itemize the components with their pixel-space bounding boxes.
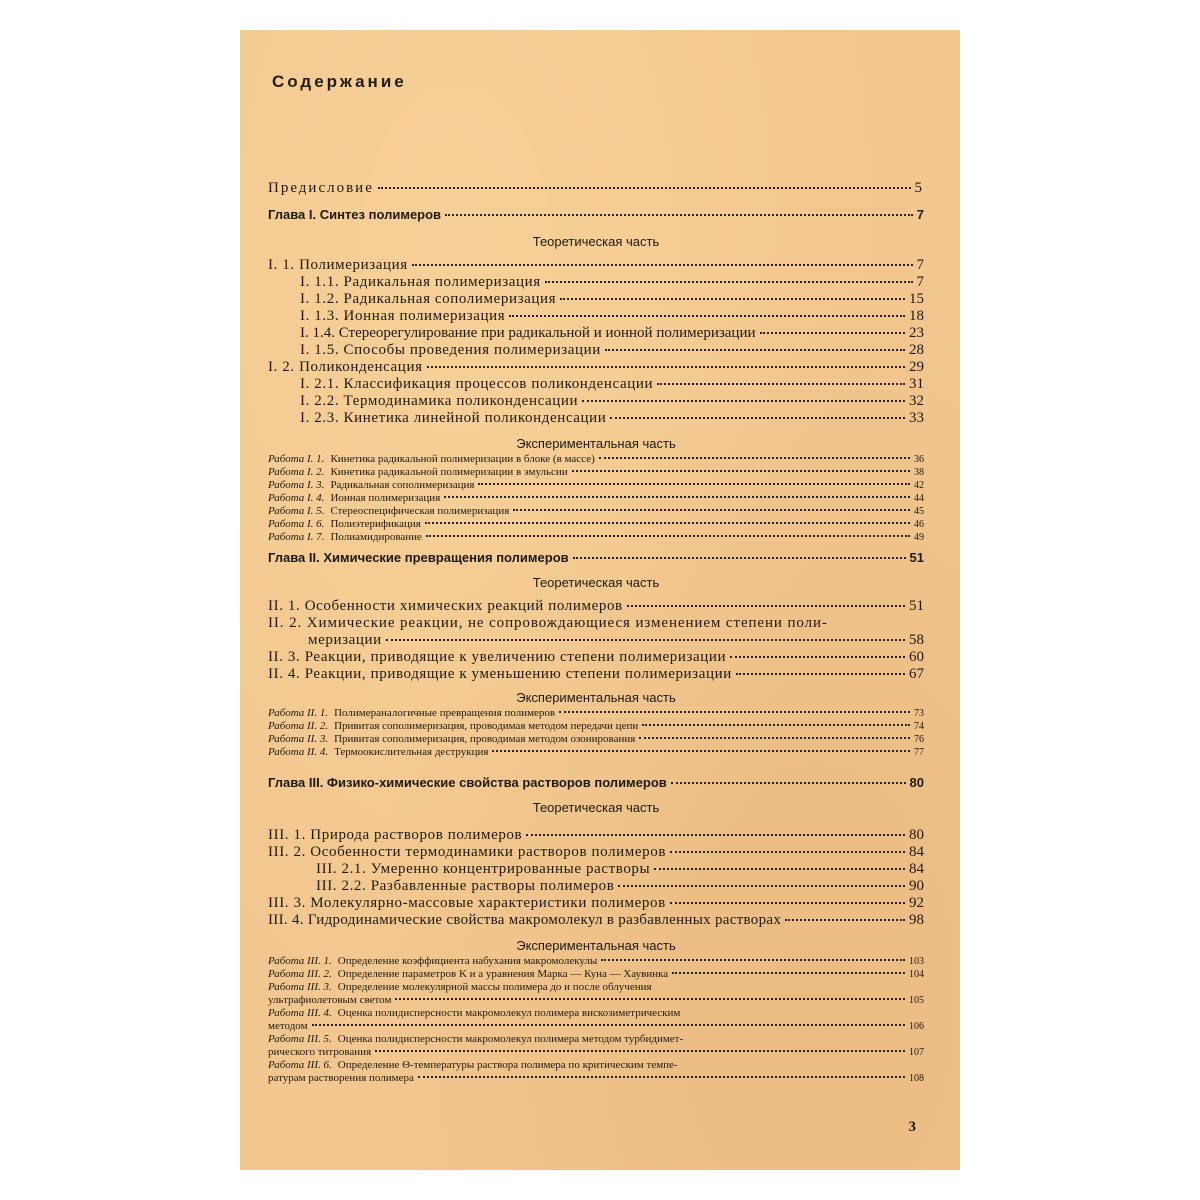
toc-work-entry: Работа I. 3. Радикальная сополимеризация 42 bbox=[268, 479, 924, 491]
toc-entry: III. 2.1. Умеренно концентрированные растворы 84 bbox=[316, 861, 924, 877]
toc-work-entry-cont: рического титрования 107 bbox=[268, 1046, 924, 1058]
toc-entry: I. 1.5. Способы проведения полимеризации 28 bbox=[300, 342, 924, 358]
toc-entry: I. 2.3. Кинетика линейной поликонденсации 33 bbox=[300, 410, 924, 426]
toc-entry: I. 1.3. Ионная полимеризация 18 bbox=[300, 308, 924, 324]
toc-work-entry: Работа I. 7. Полиамидирование 49 bbox=[268, 531, 924, 543]
toc-work-entry: Работа I. 4. Ионная полимеризация 44 bbox=[268, 492, 924, 504]
toc-entry: I. 2.2. Термодинамика поликонденсации 32 bbox=[300, 393, 924, 409]
book-page bbox=[240, 30, 960, 1170]
toc-work-entry: Работа I. 6. Полиэтерификация 46 bbox=[268, 518, 924, 530]
toc-work-entry-cont: ультрафиолетовым светом 105 bbox=[268, 994, 924, 1006]
toc-work-entry: Работа II. 2. Привитая сополимеризация, проводимая методом передачи цепи 74 bbox=[268, 720, 924, 732]
toc-entry: II. 2. Химические реакции, не сопровождающиеся изменением степени поли- bbox=[268, 615, 828, 631]
table-of-contents bbox=[268, 180, 924, 1085]
toc-work-entry: Работа I. 2. Кинетика радикальной полимеризации в эмульсии 38 bbox=[268, 466, 924, 478]
page-title: Содержание bbox=[272, 72, 407, 91]
section-heading: Теоретическая часть bbox=[532, 234, 660, 249]
toc-work-entry-cont: ратурам растворения полимера 108 bbox=[268, 1072, 924, 1084]
toc-entry: I. 1.2. Радикальная сополимеризация 15 bbox=[300, 291, 924, 307]
toc-work-entry: Работа II. 3. Привитая сополимеризация, проводимая методом озонирования 76 bbox=[268, 733, 924, 745]
toc-chapter-1: Глава I. Синтез полимеров 7 bbox=[268, 207, 924, 222]
toc-entry: II. 4. Реакции, приводящие к уменьшению степени полимеризации 67 bbox=[268, 666, 924, 682]
toc-entry: I. 2. Поликонденсация 29 bbox=[268, 359, 924, 375]
toc-entry: III. 2.2. Разбавленные растворы полимеров 90 bbox=[316, 878, 924, 894]
toc-entry: III. 1. Природа растворов полимеров 80 bbox=[268, 827, 924, 843]
toc-entry: I. 2.1. Классификация процессов поликонденсации 31 bbox=[300, 376, 924, 392]
toc-entry: III. 2. Особенности термодинамики растворов полимеров 84 bbox=[268, 844, 924, 860]
toc-entry: II. 1. Особенности химических реакций полимеров 51 bbox=[268, 598, 924, 614]
toc-work-entry: Работа III. 3. Определение молекулярной массы полимера до и после облучения bbox=[268, 981, 652, 993]
toc-entry: меризации 58 bbox=[308, 632, 924, 648]
toc-entry: I. 1.1. Радикальная полимеризация 7 bbox=[300, 274, 924, 290]
section-heading: Теоретическая часть bbox=[532, 575, 660, 590]
toc-entry-preface: Предисловие 5 bbox=[268, 180, 924, 196]
toc-work-entry: Работа I. 5. Стереоспецифическая полимеризация 45 bbox=[268, 505, 924, 517]
toc-work-entry: Работа III. 5. Оценка полидисперсности макромолекул полимера методом турбидимет- bbox=[268, 1033, 684, 1045]
toc-entry: I. 1.4. Стереорегулирование при радикальной и ионной полимеризации 23 bbox=[300, 325, 924, 341]
toc-work-entry: Работа II. 1. Полимераналогичные превращения полимеров 73 bbox=[268, 707, 924, 719]
toc-work-entry: Работа III. 2. Определение параметров K и a уравнения Марка — Куна — Хаувинка 104 bbox=[268, 968, 924, 980]
toc-work-entry: Работа II. 4. Термоокислительная деструкция 77 bbox=[268, 746, 924, 758]
toc-entry: II. 3. Реакции, приводящие к увеличению степени полимеризации 60 bbox=[268, 649, 924, 665]
section-heading: Экспериментальная часть bbox=[516, 436, 676, 451]
toc-chapter-2: Глава II. Химические превращения полимеров 51 bbox=[268, 550, 924, 565]
toc-work-entry: Работа III. 1. Определение коэффициента набухания макромолекулы 103 bbox=[268, 955, 924, 967]
toc-chapter-3: Глава III. Физико-химические свойства растворов полимеров 80 bbox=[268, 775, 924, 790]
toc-work-entry: Работа III. 6. Определение Θ-температуры раствора полимера по критическим темпе- bbox=[268, 1059, 678, 1071]
section-heading: Экспериментальная часть bbox=[516, 690, 676, 705]
toc-entry: III. 4. Гидродинамические свойства макромолекул в разбавленных растворах 98 bbox=[268, 912, 924, 928]
toc-entry: III. 3. Молекулярно-массовые характеристики полимеров 92 bbox=[268, 895, 924, 911]
section-heading: Экспериментальная часть bbox=[516, 938, 676, 953]
toc-work-entry: Работа III. 4. Оценка полидисперсности макромолекул полимера вискозиметрическим bbox=[268, 1007, 681, 1019]
toc-entry: I. 1. Полимеризация 7 bbox=[268, 257, 924, 273]
section-heading: Теоретическая часть bbox=[532, 800, 660, 815]
toc-work-entry-cont: методом 106 bbox=[268, 1020, 924, 1032]
page-number: 3 bbox=[908, 1119, 916, 1135]
toc-work-entry: Работа I. 1. Кинетика радикальной полимеризации в блоке (в массе) 36 bbox=[268, 453, 924, 465]
